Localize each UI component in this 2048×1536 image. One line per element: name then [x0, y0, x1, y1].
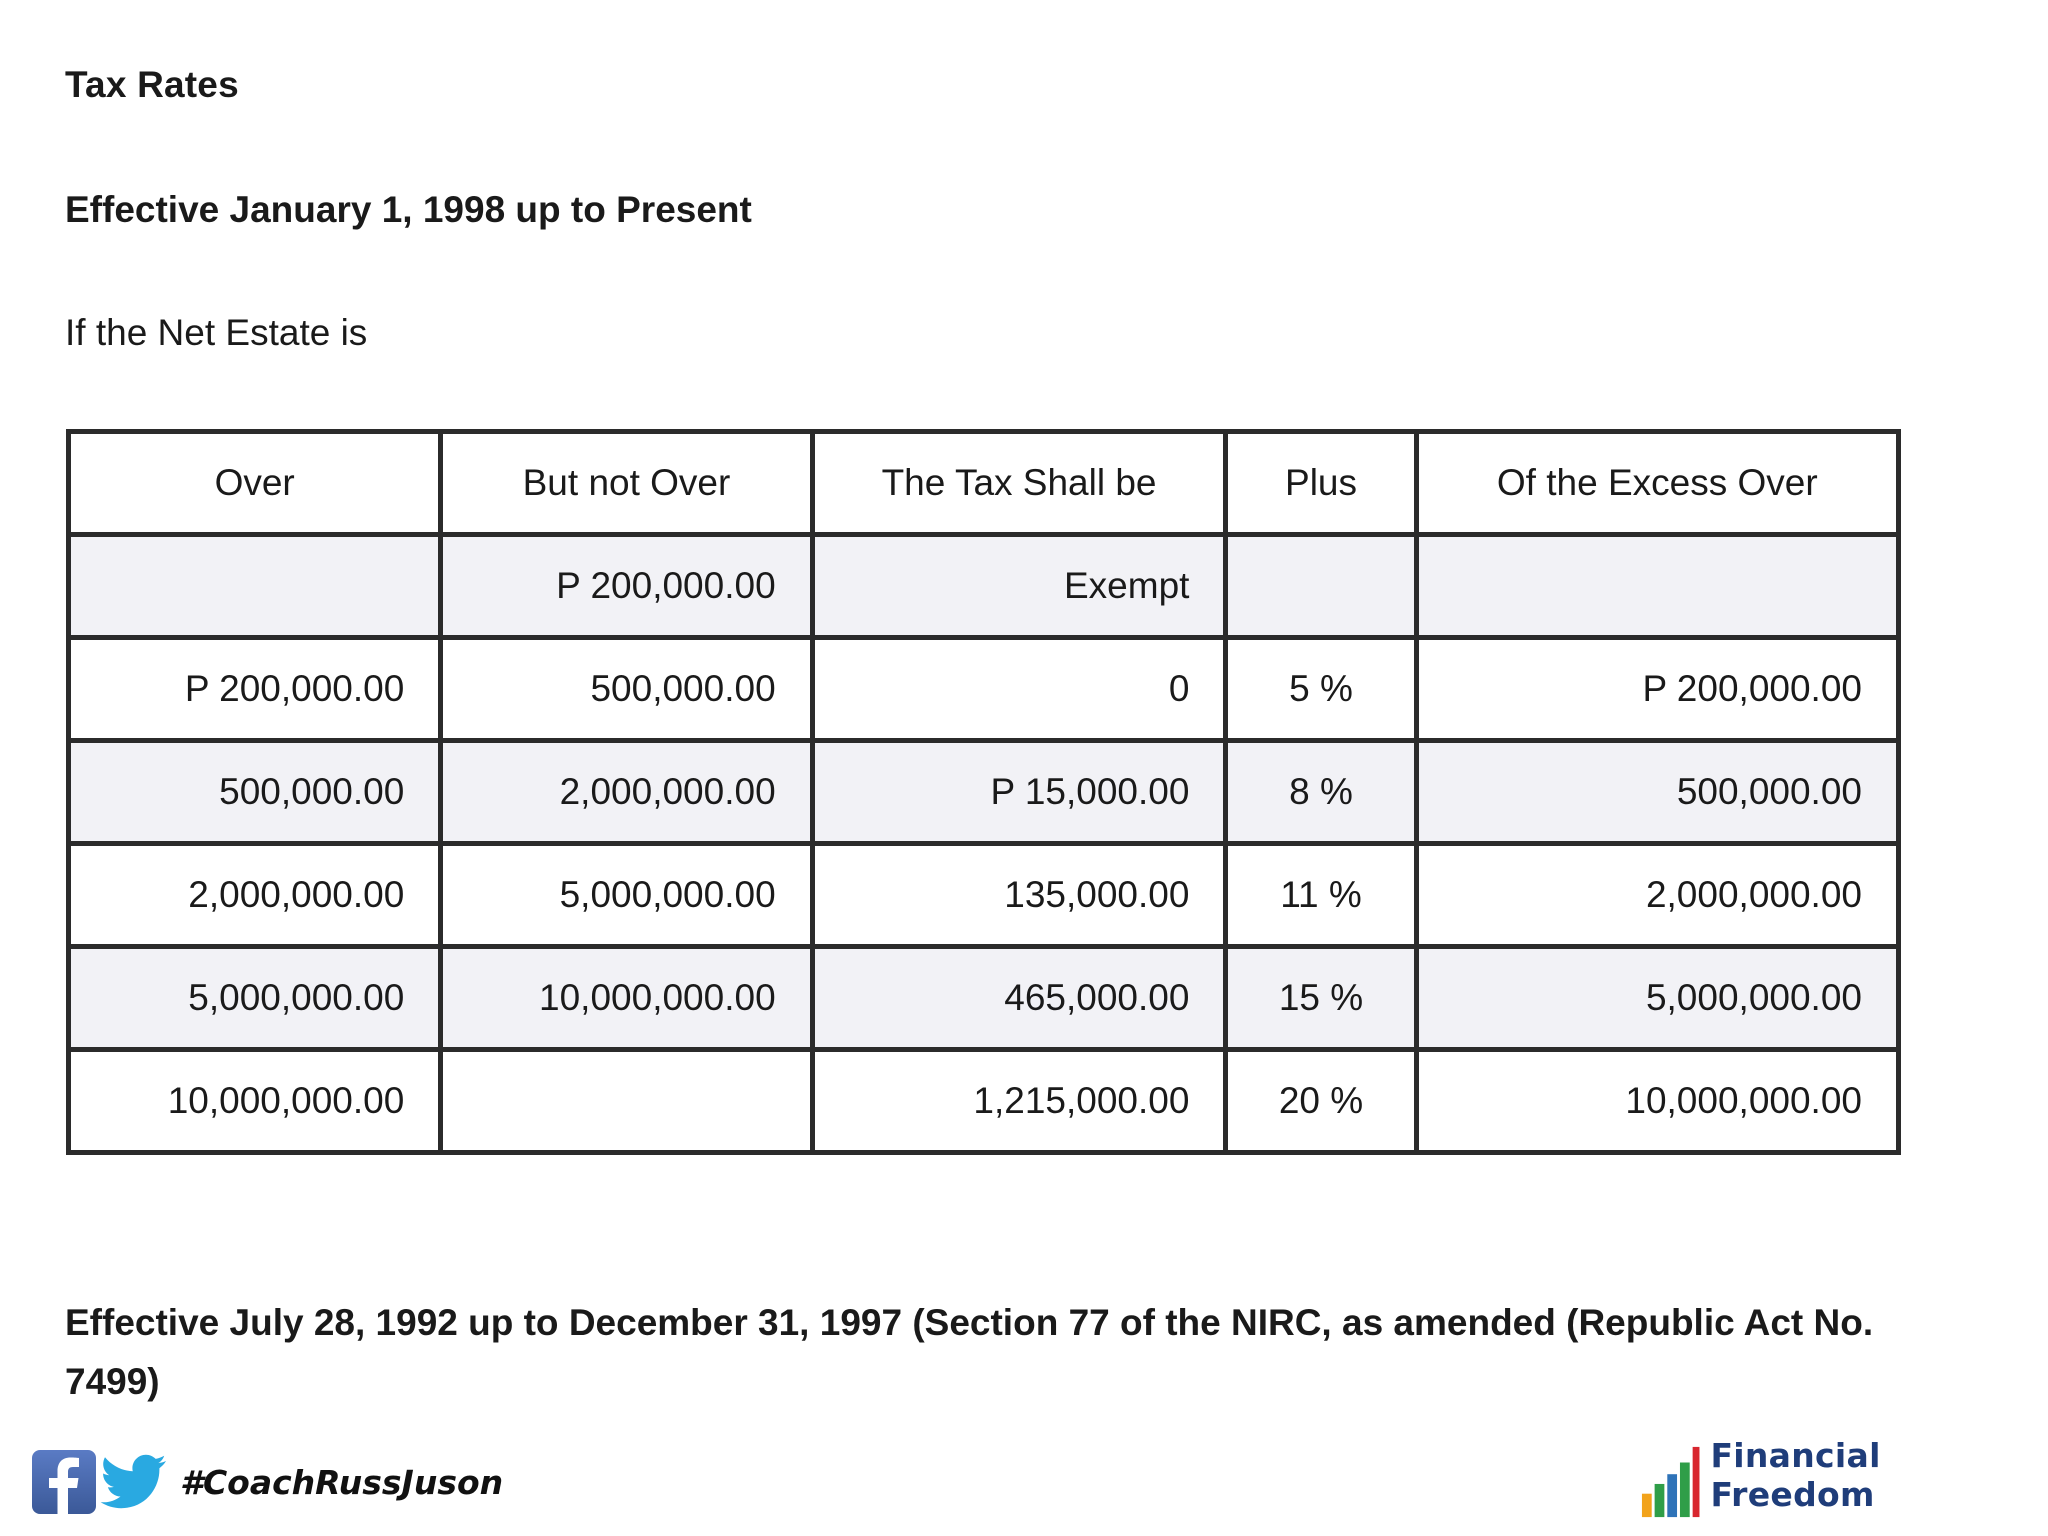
cell-tax-shall-be: 465,000.00 [812, 947, 1226, 1050]
cell-plus: 8 % [1226, 741, 1416, 844]
header-over: Over [69, 432, 441, 535]
cell-over: 500,000.00 [69, 741, 441, 844]
cell-over [69, 535, 441, 638]
historical-rates-note: Effective July 28, 1992 up to December 31, 1997 (Section 77 of the NIRC, as amended (Republic Act No. 7499) [65, 1302, 1874, 1402]
cell-but-not-over: 10,000,000.00 [441, 947, 812, 1050]
header-but-not-over: But not Over [441, 432, 812, 535]
financial-freedom-logo-icon [1640, 1444, 1700, 1520]
table-row [69, 844, 1899, 947]
cell-tax-shall-be: 1,215,000.00 [812, 1050, 1226, 1153]
cell-but-not-over: P 200,000.00 [441, 535, 812, 638]
cell-tax-shall-be: 135,000.00 [812, 844, 1226, 947]
intro-text: If the Net Estate is [65, 312, 368, 353]
cell-tax-shall-be: Exempt [812, 535, 1226, 638]
cell-excess-over: 500,000.00 [1416, 741, 1898, 844]
cell-over: P 200,000.00 [69, 638, 441, 741]
cell-but-not-over: 500,000.00 [441, 638, 812, 741]
twitter-icon[interactable] [100, 1454, 168, 1510]
cell-tax-shall-be: 0 [812, 638, 1226, 741]
cell-over: 2,000,000.00 [69, 844, 441, 947]
header-tax-shall-be: The Tax Shall be [812, 432, 1226, 535]
cell-plus: 15 % [1226, 947, 1416, 1050]
page-title: Tax Rates [65, 64, 239, 105]
header-excess-over: Of the Excess Over [1416, 432, 1898, 535]
cell-excess-over: 5,000,000.00 [1416, 947, 1898, 1050]
social-footer [32, 1447, 503, 1517]
table-row [69, 741, 1899, 844]
effective-date-heading: Effective January 1, 1998 up to Present [65, 189, 752, 230]
table-row [69, 638, 1899, 741]
cell-excess-over: 2,000,000.00 [1416, 844, 1898, 947]
cell-but-not-over: 2,000,000.00 [441, 741, 812, 844]
cell-over: 5,000,000.00 [69, 947, 441, 1050]
cell-but-not-over: 5,000,000.00 [441, 844, 812, 947]
cell-plus: 11 % [1226, 844, 1416, 947]
tax-rates-table [66, 429, 1901, 1155]
table-row [69, 535, 1899, 638]
cell-plus: 5 % [1226, 638, 1416, 741]
table-header-row [69, 432, 1899, 535]
cell-but-not-over [441, 1050, 812, 1153]
cell-plus [1226, 535, 1416, 638]
cell-tax-shall-be: P 15,000.00 [812, 741, 1226, 844]
table-row [69, 1050, 1899, 1153]
table-row [69, 947, 1899, 1050]
header-plus: Plus [1226, 432, 1416, 535]
cell-over: 10,000,000.00 [69, 1050, 441, 1153]
cell-excess-over [1416, 535, 1898, 638]
brand-name: Financial Freedom [1710, 1436, 1881, 1514]
social-handle: #CoachRussJuson [180, 1462, 504, 1502]
brand-footer [1640, 1436, 2048, 1520]
facebook-icon[interactable] [32, 1450, 96, 1514]
cell-excess-over: 10,000,000.00 [1416, 1050, 1898, 1153]
cell-excess-over: P 200,000.00 [1416, 638, 1898, 741]
cell-plus: 20 % [1226, 1050, 1416, 1153]
